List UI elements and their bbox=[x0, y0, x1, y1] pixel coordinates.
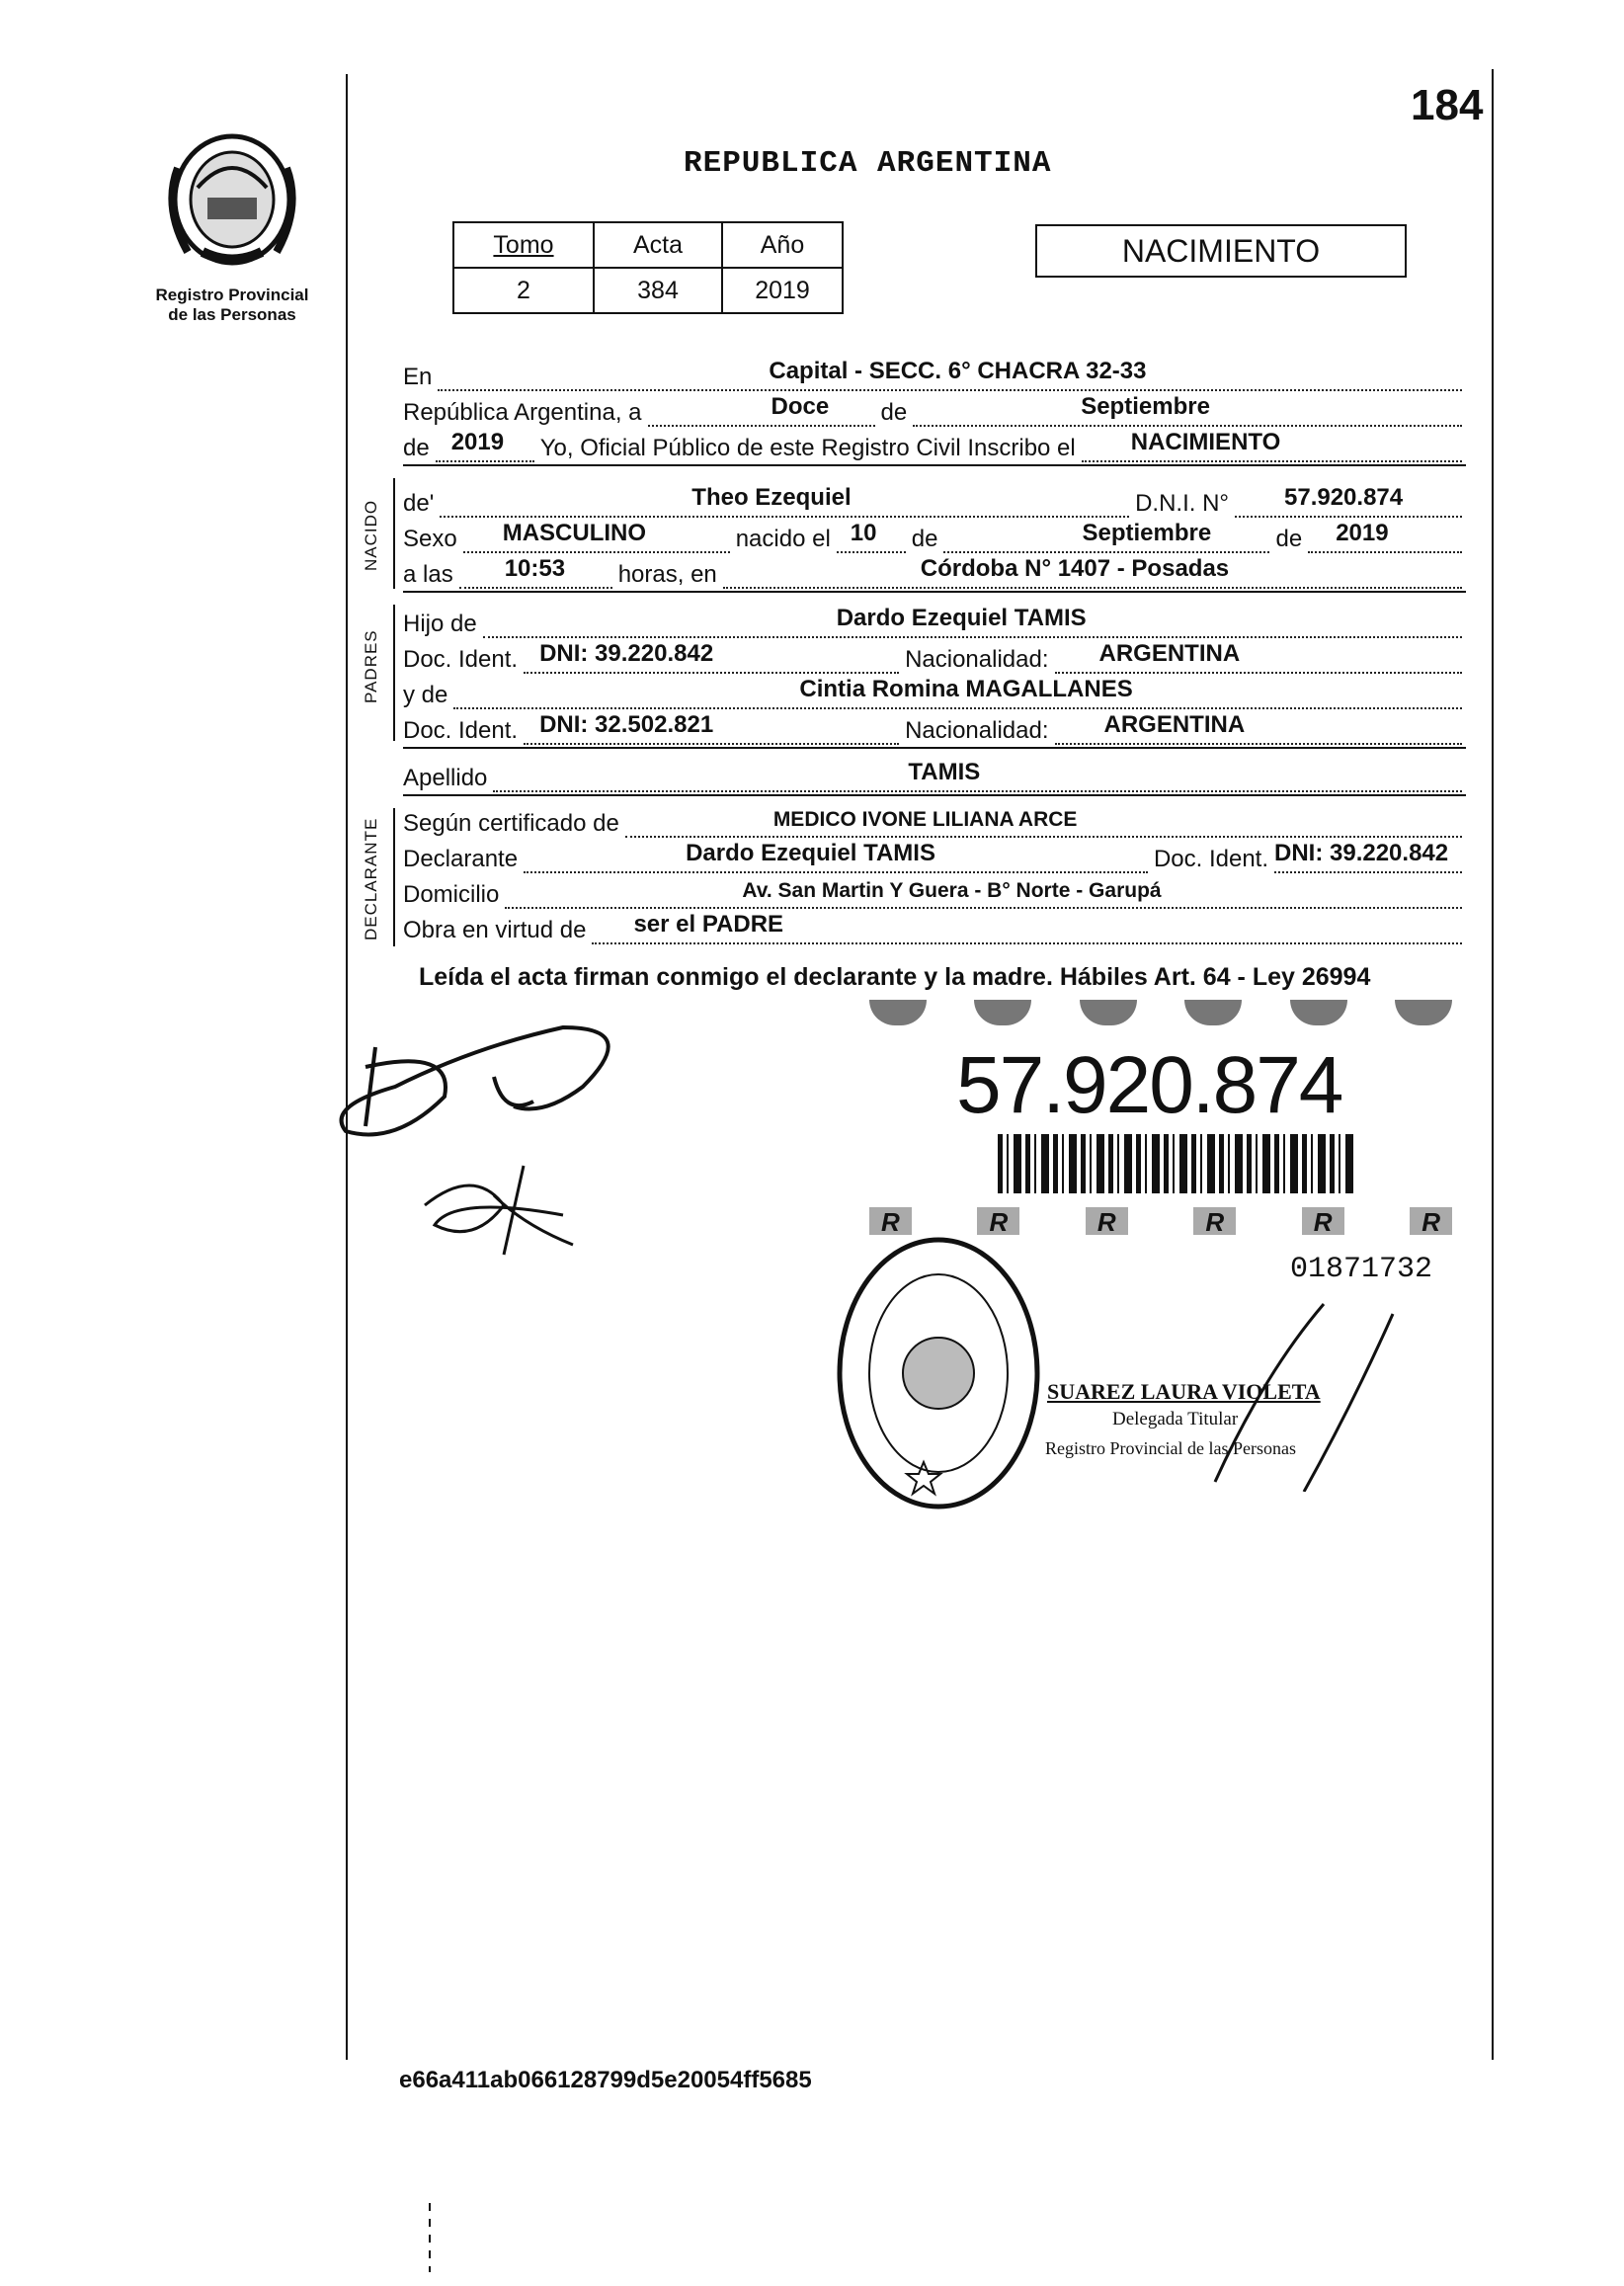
field-lugar bbox=[723, 557, 1462, 589]
field-anio bbox=[436, 431, 534, 462]
section-label-nacido: NACIDO bbox=[362, 499, 380, 571]
id-number: 57.920.874 bbox=[956, 1040, 1342, 1130]
logo-caption-2: de las Personas bbox=[168, 305, 296, 324]
provincial-logo bbox=[148, 128, 316, 326]
document-type-box: NACIMIENTO bbox=[1035, 224, 1407, 278]
record-header-row bbox=[453, 222, 843, 268]
value-madre: Cintia Romina MAGALLANES bbox=[799, 676, 1133, 702]
registry-seal-icon bbox=[830, 1225, 1047, 1521]
value-sexo: MASCULINO bbox=[502, 520, 647, 546]
label-nacido: nacido el bbox=[735, 526, 831, 552]
value-obra: ser el PADRE bbox=[633, 911, 784, 938]
right-margin-line bbox=[1492, 69, 1494, 2060]
row-obra bbox=[403, 911, 1462, 944]
row-apellido bbox=[403, 759, 1462, 792]
value-declarante: Dardo Ezequiel TAMIS bbox=[686, 840, 935, 866]
label-padre-nacionalidad: Nacionalidad: bbox=[905, 646, 1049, 673]
label-de3: de' bbox=[403, 490, 435, 517]
field-nombre bbox=[440, 486, 1129, 518]
field-mes bbox=[913, 395, 1462, 427]
row-hijo bbox=[403, 605, 1462, 638]
separator-1 bbox=[403, 464, 1466, 466]
row-nombre bbox=[403, 484, 1462, 518]
label-declarante: Declarante bbox=[403, 846, 519, 872]
field-padre-doc bbox=[524, 642, 899, 674]
logo-caption-1: Registro Provincial bbox=[155, 286, 309, 304]
separator-2 bbox=[403, 591, 1466, 593]
security-pattern-bottom: R R R R R R bbox=[869, 1207, 1452, 1235]
record-table bbox=[452, 221, 844, 314]
label-de2: de bbox=[403, 435, 430, 461]
page-title: REPUBLICA ARGENTINA bbox=[684, 146, 1052, 181]
value-dia: Doce bbox=[771, 393, 830, 420]
field-domicilio bbox=[505, 877, 1462, 909]
value-mes: Septiembre bbox=[1081, 393, 1210, 420]
value-lugar: Córdoba N° 1407 - Posadas bbox=[920, 555, 1230, 582]
label-de4: de bbox=[911, 526, 938, 552]
field-padre bbox=[483, 607, 1462, 638]
row-segun bbox=[403, 804, 1462, 838]
row-padre-doc bbox=[403, 640, 1462, 674]
label-padre-docident: Doc. Ident. bbox=[403, 646, 519, 673]
field-decl-doc bbox=[1274, 842, 1462, 873]
value-en: Capital - SECC. 6° CHACRA 32-33 bbox=[769, 358, 1147, 384]
field-padre-nac bbox=[1055, 642, 1463, 674]
row-madre-doc bbox=[403, 711, 1462, 745]
nacido-bracket bbox=[393, 478, 395, 589]
security-pattern-top bbox=[869, 1000, 1452, 1027]
value-nombre: Theo Ezequiel bbox=[691, 484, 852, 511]
label-de5: de bbox=[1275, 526, 1303, 552]
field-segun bbox=[625, 806, 1462, 838]
field-madre bbox=[453, 678, 1462, 709]
record-value-anio: 2019 bbox=[722, 268, 843, 313]
label-republica: República Argentina, a bbox=[403, 399, 642, 426]
label-madre-docident: Doc. Ident. bbox=[403, 717, 519, 744]
field-madre-doc bbox=[524, 713, 899, 745]
serial-number: 01871732 bbox=[1290, 1253, 1433, 1286]
label-obra: Obra en virtud de bbox=[403, 917, 587, 943]
value-padre-nac: ARGENTINA bbox=[1098, 640, 1241, 667]
value-hora: 10:53 bbox=[504, 555, 566, 582]
field-inscribo bbox=[1082, 431, 1462, 462]
label-alas: a las bbox=[403, 561, 453, 588]
label-de: de bbox=[880, 399, 908, 426]
section-label-declarante: DECLARANTE bbox=[362, 817, 380, 940]
field-apellido bbox=[493, 761, 1462, 792]
value-inscribo: NACIMIENTO bbox=[1130, 429, 1281, 455]
value-nac-anio: 2019 bbox=[1336, 520, 1389, 546]
record-header-tomo: Tomo bbox=[453, 222, 594, 268]
label-horas: horas, en bbox=[617, 561, 717, 588]
record-value-tomo: 2 bbox=[453, 268, 594, 313]
record-value-acta: 384 bbox=[594, 268, 722, 313]
field-declarante bbox=[524, 842, 1148, 873]
field-nac-anio bbox=[1308, 522, 1462, 553]
row-domicilio bbox=[403, 875, 1462, 909]
label-domicilio: Domicilio bbox=[403, 881, 500, 908]
record-value-row bbox=[453, 268, 843, 313]
label-madre-nacionalidad: Nacionalidad: bbox=[905, 717, 1049, 744]
field-en bbox=[438, 360, 1462, 391]
value-apellido: TAMIS bbox=[908, 759, 981, 785]
row-en bbox=[403, 358, 1462, 391]
value-domicilio: Av. San Martin Y Guera - B° Norte - Garupá bbox=[742, 879, 1162, 902]
official-org: Registro Provincial de las Personas bbox=[1045, 1438, 1296, 1458]
row-hora bbox=[403, 555, 1462, 589]
label-dni: D.N.I. N° bbox=[1135, 490, 1229, 517]
official-signature-icon bbox=[415, 1156, 612, 1274]
record-header-acta: Acta bbox=[594, 222, 722, 268]
section-label-padres: PADRES bbox=[362, 629, 380, 703]
value-nac-dia: 10 bbox=[850, 520, 877, 546]
bottom-dash-line bbox=[429, 2203, 431, 2272]
label-apellido: Apellido bbox=[403, 765, 488, 791]
label-segun: Según certificado de bbox=[403, 810, 619, 837]
value-padre-doc: DNI: 39.220.842 bbox=[539, 640, 714, 667]
label-hijo: Hijo de bbox=[403, 611, 477, 637]
field-dia bbox=[648, 395, 875, 427]
value-segun: MEDICO IVONE LILIANA ARCE bbox=[772, 808, 1078, 831]
value-anio: 2019 bbox=[450, 429, 505, 455]
declarant-signature-icon bbox=[336, 1008, 632, 1166]
coat-of-arms-icon bbox=[148, 128, 316, 277]
field-madre-nac bbox=[1055, 713, 1463, 745]
label-yde: y de bbox=[403, 682, 448, 708]
value-madre-nac: ARGENTINA bbox=[1103, 711, 1246, 738]
label-decl-doc: Doc. Ident. bbox=[1153, 846, 1268, 872]
label-sexo: Sexo bbox=[403, 526, 457, 552]
barcode-icon bbox=[998, 1134, 1353, 1193]
value-madre-doc: DNI: 32.502.821 bbox=[539, 711, 714, 738]
legal-text: Leída el acta firman conmigo el declarante y la madre. Hábiles Art. 64 - Ley 26994 bbox=[419, 963, 1371, 991]
row-madre bbox=[403, 676, 1462, 709]
declarante-bracket bbox=[393, 808, 395, 946]
value-dni: 57.920.874 bbox=[1284, 484, 1404, 511]
value-decl-doc: DNI: 39.220.842 bbox=[1274, 840, 1449, 866]
padres-bracket bbox=[393, 605, 395, 741]
value-padre: Dardo Ezequiel TAMIS bbox=[836, 605, 1087, 631]
label-en: En bbox=[403, 364, 433, 390]
official-name: SUAREZ LAURA VIOLETA bbox=[1047, 1379, 1321, 1404]
label-oficial: Yo, Oficial Público de este Registro Civil Inscribo el bbox=[539, 435, 1076, 461]
record-header-anio: Año bbox=[722, 222, 843, 268]
field-obra bbox=[592, 913, 1462, 944]
row-fecha bbox=[403, 393, 1462, 427]
field-dni bbox=[1235, 486, 1462, 518]
field-nac-mes bbox=[943, 522, 1269, 553]
official-role: Delegada Titular bbox=[1112, 1409, 1239, 1429]
document-hash: e66a411ab066128799d5e20054ff5685 bbox=[399, 2067, 812, 2093]
field-hora bbox=[459, 557, 612, 589]
page-number: 184 bbox=[1411, 81, 1484, 129]
separator-4 bbox=[403, 794, 1466, 796]
value-nac-mes: Septiembre bbox=[1082, 520, 1212, 546]
separator-3 bbox=[403, 747, 1466, 749]
row-inscribe bbox=[403, 429, 1462, 462]
row-declarante bbox=[403, 840, 1462, 873]
row-sexo bbox=[403, 520, 1462, 553]
field-nac-dia bbox=[837, 522, 906, 553]
field-sexo bbox=[463, 522, 730, 553]
